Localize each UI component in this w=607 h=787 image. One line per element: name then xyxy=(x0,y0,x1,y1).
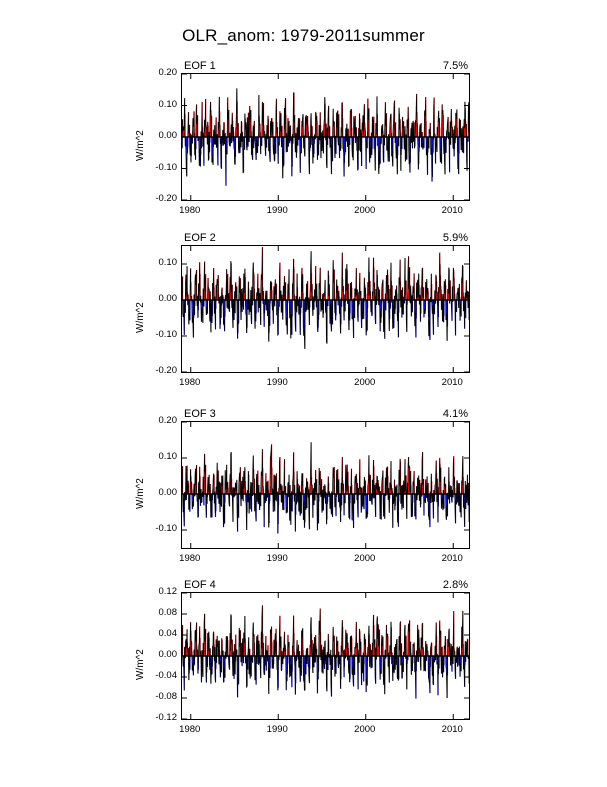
y-tick-label: 0.12 xyxy=(158,586,177,597)
y-axis-label-1: W/m^2 xyxy=(135,130,146,161)
y-tick-label: 0.20 xyxy=(158,67,177,78)
x-tick-label: 2000 xyxy=(354,553,376,564)
timeseries-plot-3 xyxy=(182,422,469,548)
y-tick-label: 0.00 xyxy=(158,649,177,660)
y-tick-label: 0.10 xyxy=(158,257,177,268)
y-tick-label: -0.04 xyxy=(155,670,177,681)
plot-area-4 xyxy=(181,592,470,720)
x-tick-label: 2000 xyxy=(354,205,376,216)
y-axis-label-4: W/m^2 xyxy=(135,649,146,680)
plot-area-2 xyxy=(181,245,470,373)
y-tick-label: -0.10 xyxy=(155,523,177,534)
x-tick-label: 1980 xyxy=(179,724,201,735)
y-tick-label: -0.08 xyxy=(155,691,177,702)
y-tick-label: 0.00 xyxy=(158,293,177,304)
x-tick-label: 1990 xyxy=(266,205,288,216)
x-tick-label: 1980 xyxy=(179,205,201,216)
x-tick-label: 1990 xyxy=(266,553,288,564)
plot-area-1 xyxy=(181,73,470,201)
y-tick-label: -0.20 xyxy=(155,193,177,204)
x-tick-label: 1980 xyxy=(179,553,201,564)
y-tick-label: 0.10 xyxy=(158,451,177,462)
timeseries-plot-2 xyxy=(182,246,469,372)
plot-area-3 xyxy=(181,421,470,549)
y-tick-label: 0.10 xyxy=(158,98,177,110)
timeseries-plot-4 xyxy=(182,593,469,719)
x-tick-label: 2000 xyxy=(354,724,376,735)
y-tick-label: 0.00 xyxy=(158,130,177,141)
x-tick-label: 1990 xyxy=(266,724,288,735)
y-axis-label-2: W/m^2 xyxy=(135,302,146,333)
panel-variance-4: 2.8% xyxy=(442,579,468,591)
y-tick-label: -0.20 xyxy=(155,365,177,376)
y-tick-label: 0.08 xyxy=(158,607,177,618)
x-tick-label: 2010 xyxy=(441,553,463,564)
x-tick-label: 1990 xyxy=(266,377,288,388)
panel-title-2: EOF 2 xyxy=(184,232,216,244)
panel-title-4: EOF 4 xyxy=(184,579,216,591)
timeseries-plot-1 xyxy=(182,74,469,200)
y-tick-label: 0.00 xyxy=(158,487,177,498)
y-tick-label: 0.20 xyxy=(158,415,177,426)
panel-title-3: EOF 3 xyxy=(184,408,216,420)
y-tick-label: 0.04 xyxy=(158,628,177,639)
panel-variance-3: 4.1% xyxy=(442,408,468,420)
x-tick-label: 2010 xyxy=(441,205,463,216)
y-tick-label: -0.10 xyxy=(155,161,177,173)
x-tick-label: 2010 xyxy=(441,377,463,388)
x-tick-label: 2010 xyxy=(441,724,463,735)
x-tick-label: 1980 xyxy=(179,377,201,388)
y-axis-label-3: W/m^2 xyxy=(135,478,146,509)
panel-title-1: EOF 1 xyxy=(184,60,216,72)
y-tick-label: -0.10 xyxy=(155,329,177,340)
panel-variance-2: 5.9% xyxy=(442,232,468,244)
page-title: OLR_anom: 1979-2011summer xyxy=(182,26,425,45)
x-tick-label: 2000 xyxy=(354,377,376,388)
y-tick-label: -0.12 xyxy=(155,712,177,723)
panel-variance-1: 7.5% xyxy=(442,60,468,72)
